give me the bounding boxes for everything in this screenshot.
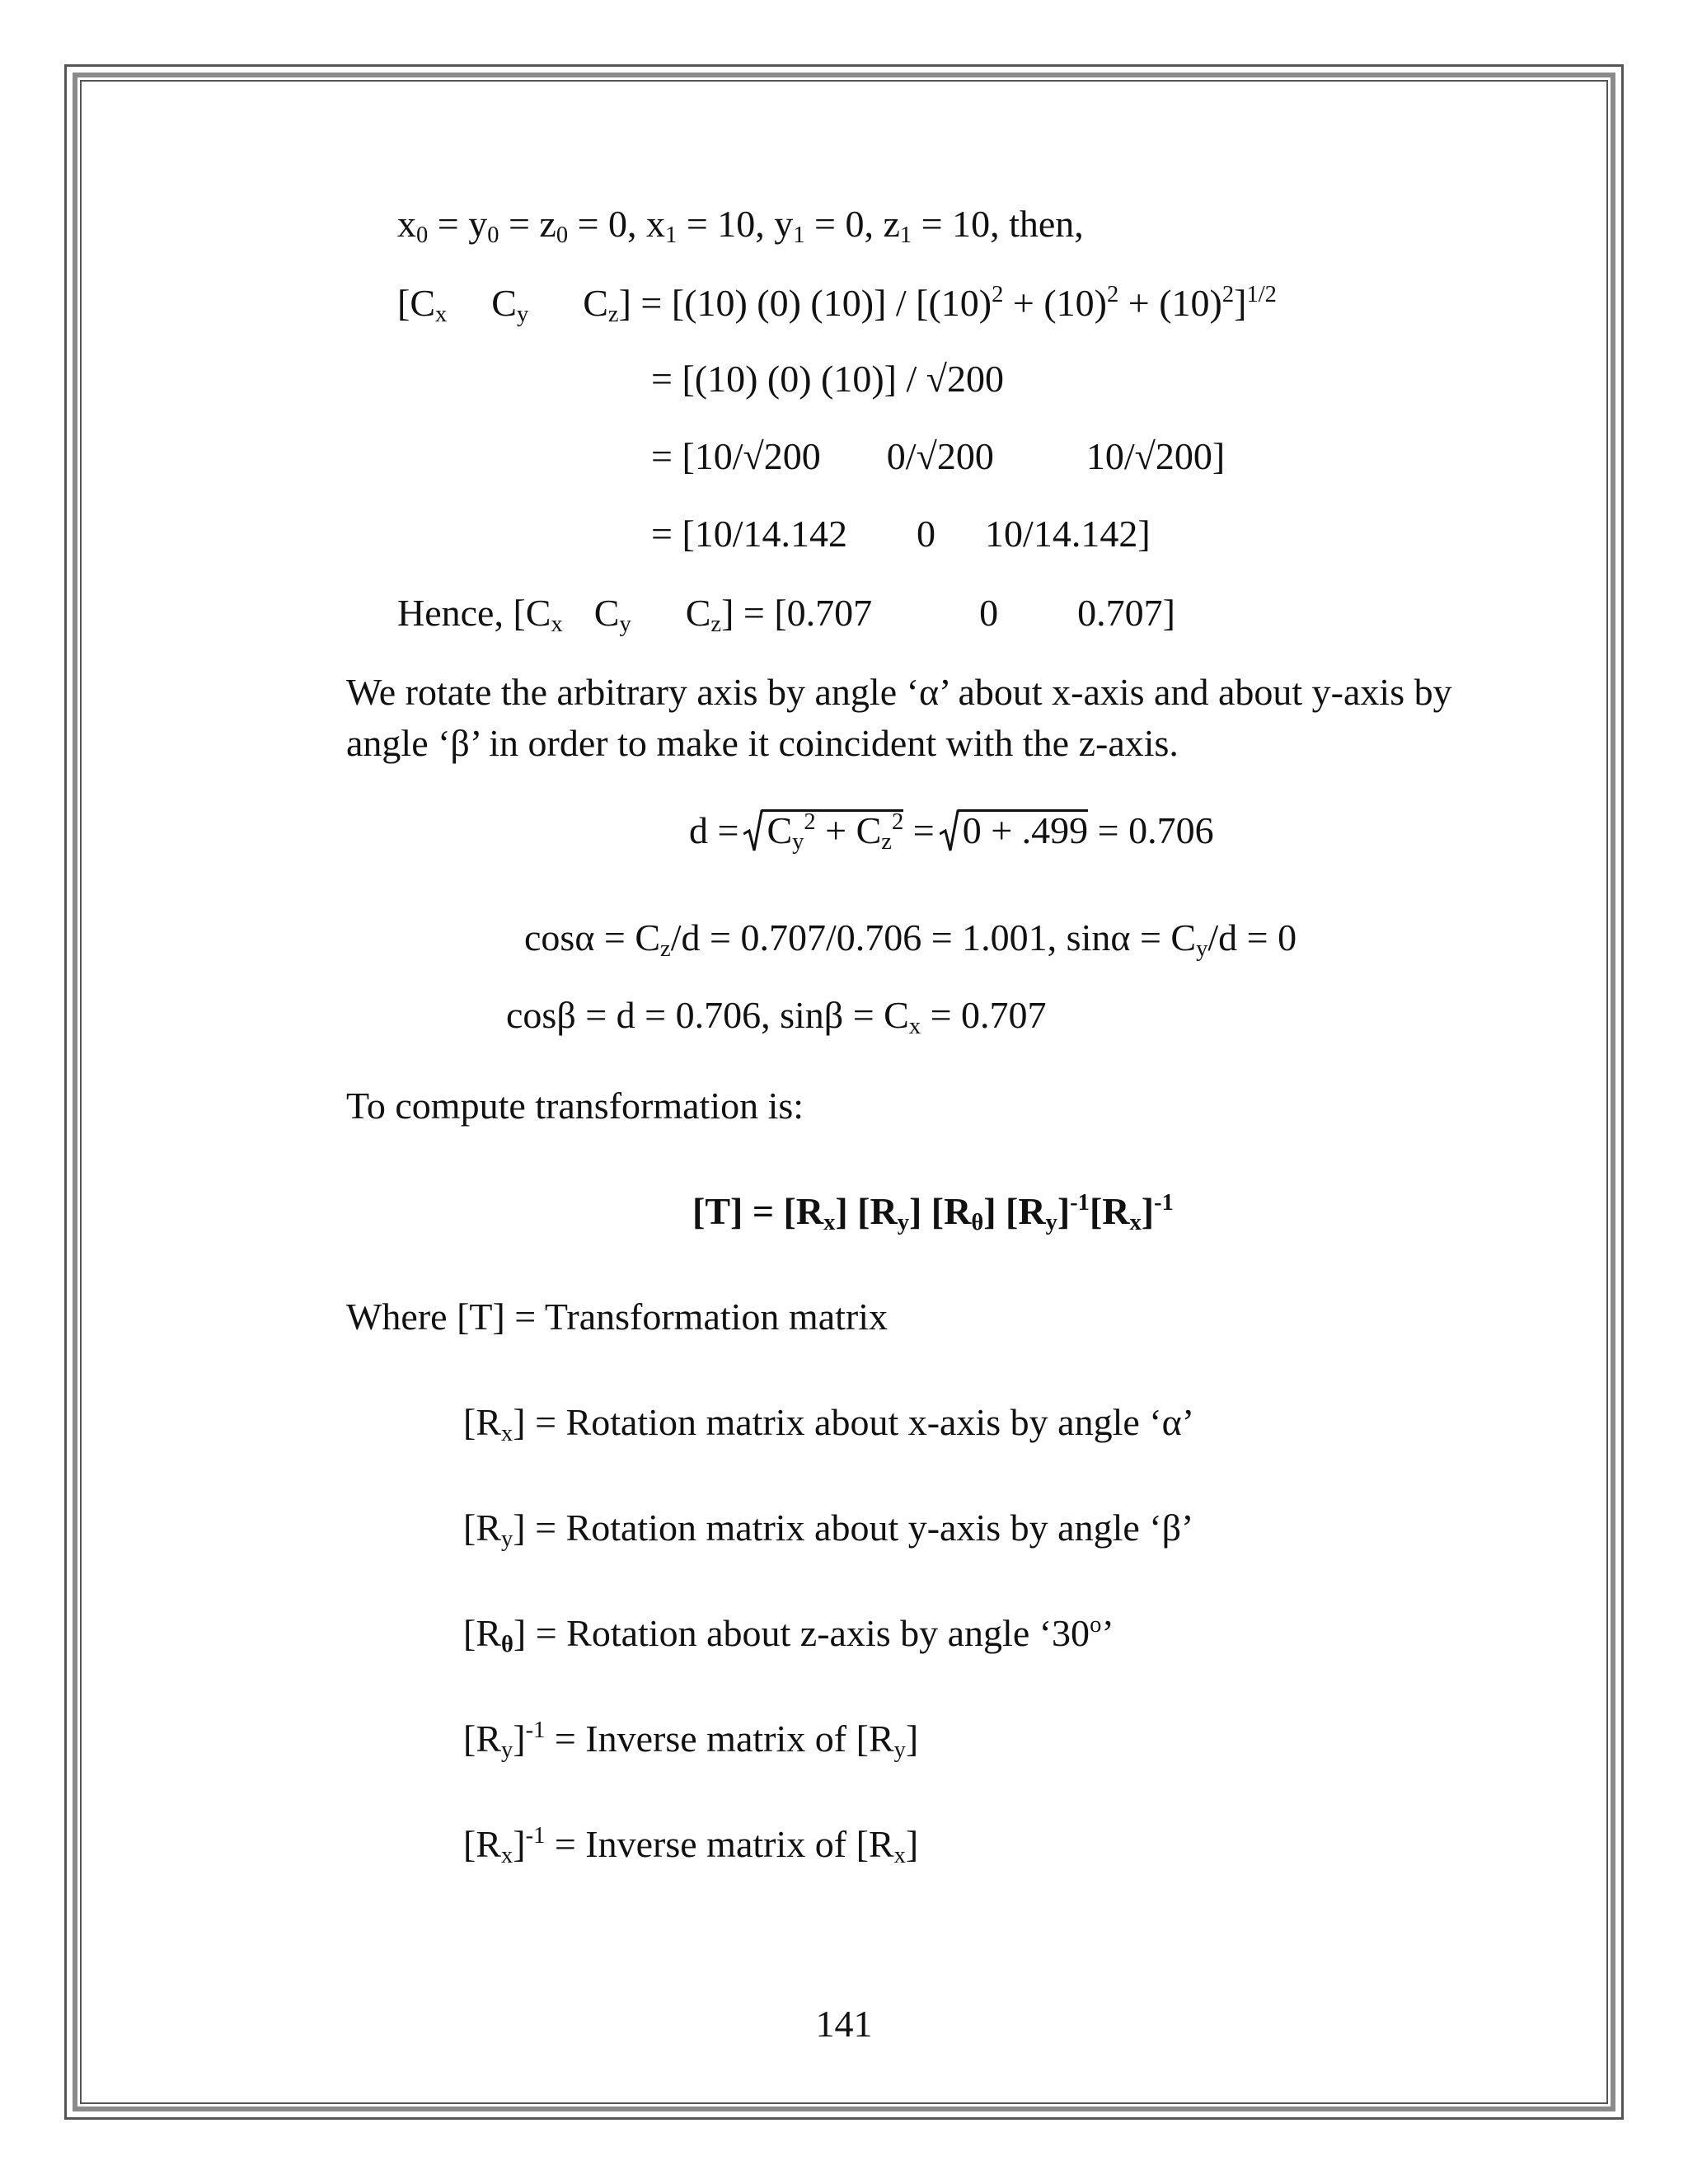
where-line: Where [T] = Transformation matrix <box>346 1296 889 1338</box>
definition-rx: $[R_x]$ = Rotation matrix about x-axis by angle ‘α’ <box>463 1401 1195 1447</box>
d-equation: d = $C_y^2 + C_z^2$ = 0 + .499 = 0.706 <box>689 808 1214 855</box>
direction-cosines-line-2: = [(10) (0) (10)] / √200 <box>651 358 1005 400</box>
transformation-formula: $[T] = [R_x]$ $[R_y]$ $[R_\theta]$ $[R_y]^{-1}[R_x]^{-1}$ <box>692 1189 1174 1236</box>
cos-beta-line: cosβ = d = 0.706, $\sin\beta = C_x = 0.707$ <box>506 994 1047 1040</box>
radical-sign-icon <box>743 809 763 852</box>
cos-alpha-line: $\cos\alpha = C_z/d = 0.707/0.706 = 1.001$, $\sin\alpha = C_y/d = 0$ <box>524 916 1297 963</box>
radical-2: 0 + .499 <box>940 808 1088 854</box>
given-values-line: $x_0 = y_0 = z_0 = 0$, $x_1 = 10$, $y_1 = 0$, $z_1 = 10$, then, <box>397 203 1084 249</box>
rotation-paragraph-line-1: We rotate the arbitrary axis by angle ‘α’ about x-axis and about y-axis by <box>346 671 1452 713</box>
page-number: 141 <box>815 2003 873 2045</box>
direction-cosines-line-3: = [10/√200 0/√200 10/√200] <box>651 435 1226 477</box>
compute-heading: To compute transformation is: <box>346 1085 804 1127</box>
direction-cosines-line-1: [$C_x$ $C_y$ $C_z] = [(10)$ (0) $(10)] / [(10)^2 + (10)^2 + (10)^2]^{1/2}$ <box>397 281 1277 328</box>
hence-line: Hence, [$C_x$ $C_y$ $C_z] = [0.707$ 0 0.707] <box>397 592 1175 638</box>
definition-rtheta: $[R_\theta]$ = Rotation about z-axis by angle ‘30$^o$’ <box>463 1611 1114 1658</box>
radical-sign-icon <box>940 809 959 852</box>
definition-rx-inverse: $[R_x]^{-1}$ = Inverse matrix of $[R_x]$ <box>463 1822 919 1869</box>
direction-cosines-line-4: = [10/14.142 0 10/14.142] <box>651 513 1151 555</box>
rotation-paragraph-line-2: angle ‘β’ in order to make it coincident with the z-axis. <box>346 722 1179 764</box>
radical-1: $C_y^2 + C_z^2$ <box>743 808 903 854</box>
definition-ry: $[R_y]$ = Rotation matrix about y-axis by angle ‘β’ <box>463 1507 1194 1553</box>
definition-ry-inverse: $[R_y]^{-1}$ = Inverse matrix of $[R_y]$ <box>463 1717 919 1764</box>
